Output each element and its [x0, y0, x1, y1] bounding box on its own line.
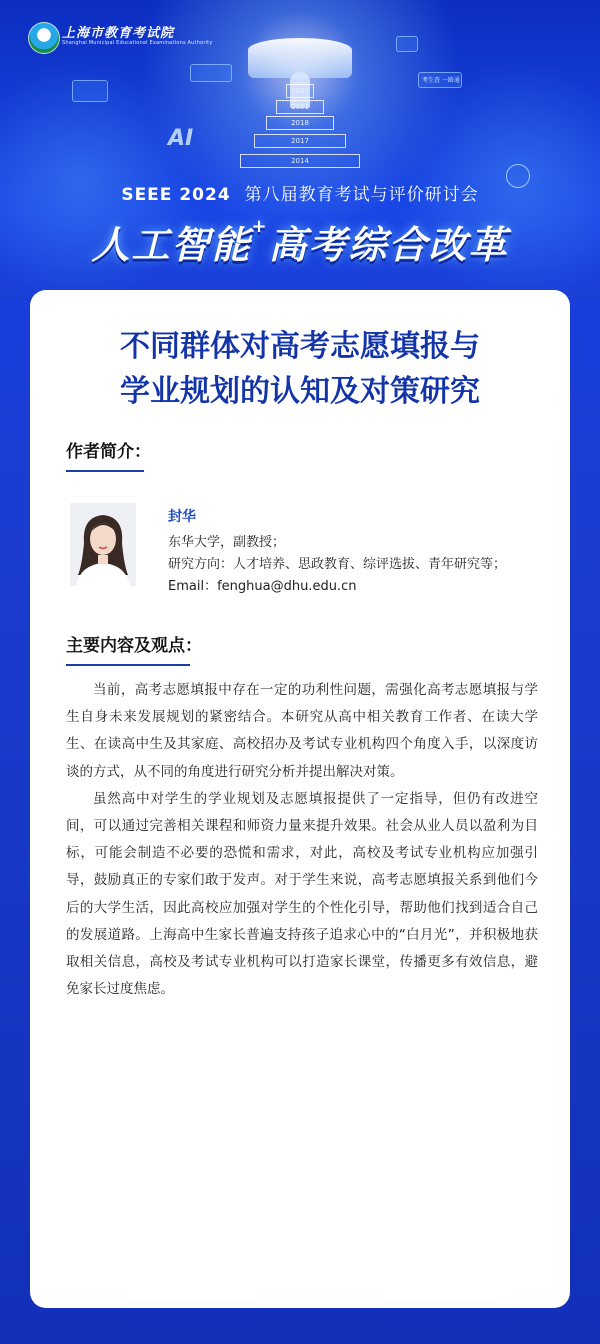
event-name: 第八届教育考试与评价研讨会	[244, 185, 479, 205]
article-title	[30, 324, 570, 414]
stair-step: 2018	[266, 116, 334, 130]
author-research: 研究方向：人才培养、思政教育、综评选拔、青年研究等；	[168, 557, 507, 572]
author-photo	[70, 503, 136, 586]
stair-step: 2022	[286, 84, 314, 98]
floating-panel	[72, 80, 108, 102]
author-heading-text: 作者简介：	[66, 442, 151, 462]
ai-glyph: AI	[168, 126, 194, 151]
paragraph: 当前，高考志愿填报中存在一定的功利性问题，需强化高考志愿填报与学生自身未来发展规划的紧密结合。本研究从高中相关教育工作者、在读大学生、在读高中生及其家庭、高校招办及考试专业机构四个角度入手，以深度访谈的方式，从不同的角度进行研究分析并提出解决对策。	[66, 682, 538, 780]
author-name: 封华	[168, 509, 196, 525]
title-line-1: 不同群体对高考志愿填报与	[120, 329, 480, 364]
slogan-part2: 高考综合改革	[268, 223, 509, 267]
org-name-cn: 上海市教育考试院	[62, 26, 175, 41]
org-name-en: Shanghai Municipal Educational Examinations Authority	[62, 40, 213, 46]
float-label: 考生查 一路通	[422, 77, 460, 84]
content-heading-text: 主要内容及观点：	[66, 636, 202, 656]
stair-step: 2017	[254, 134, 346, 148]
article-body	[66, 677, 538, 1003]
slogan	[0, 214, 600, 269]
floating-panel	[190, 64, 232, 82]
event-line	[0, 180, 600, 205]
author-email[interactable]: Email：fenghua@dhu.edu.cn	[168, 579, 357, 594]
floating-panel	[396, 36, 418, 52]
author-affiliation: 东华大学，副教授；	[168, 535, 286, 550]
slogan-part1: 人工智能	[91, 223, 252, 267]
title-line-2: 学业规划的认知及对策研究	[120, 374, 480, 409]
article-card	[30, 290, 570, 1308]
stair-step: 2021	[276, 100, 324, 114]
author-portrait-icon	[70, 503, 136, 586]
slogan-plus: +	[251, 216, 269, 237]
paragraph: 虽然高中对学生的学业规划及志愿填报提供了一定指导，但仍有改进空间，可以通过完善相关课程和师资力量来提升效果。社会从业人员以盈利为目标，可能会制造不必要的恐慌和需求，对此，高校及考试专业机构应加强引导，鼓励真正的专家们敢于发声。对于学生来说，高考志愿填报关系到他们今后的大学生活，因此高校应加强对学生的个性化引导，帮助他们找到适合自己的发展道路。上海高中生家长普遍支持孩子追求心中的“白月光”，并积极地获取相关信息，高校及考试专业机构可以打造家长课堂，传播更多有效信息，避免家长过度焦虑。	[66, 790, 538, 998]
author-heading	[66, 437, 151, 462]
stair-step: 2014	[240, 154, 360, 168]
event-year: SEEE 2024	[121, 185, 231, 205]
heading-underline	[66, 470, 144, 472]
hero-banner	[0, 0, 600, 300]
heading-underline	[66, 664, 190, 666]
content-heading	[66, 631, 202, 656]
org-logo-icon	[28, 22, 60, 54]
